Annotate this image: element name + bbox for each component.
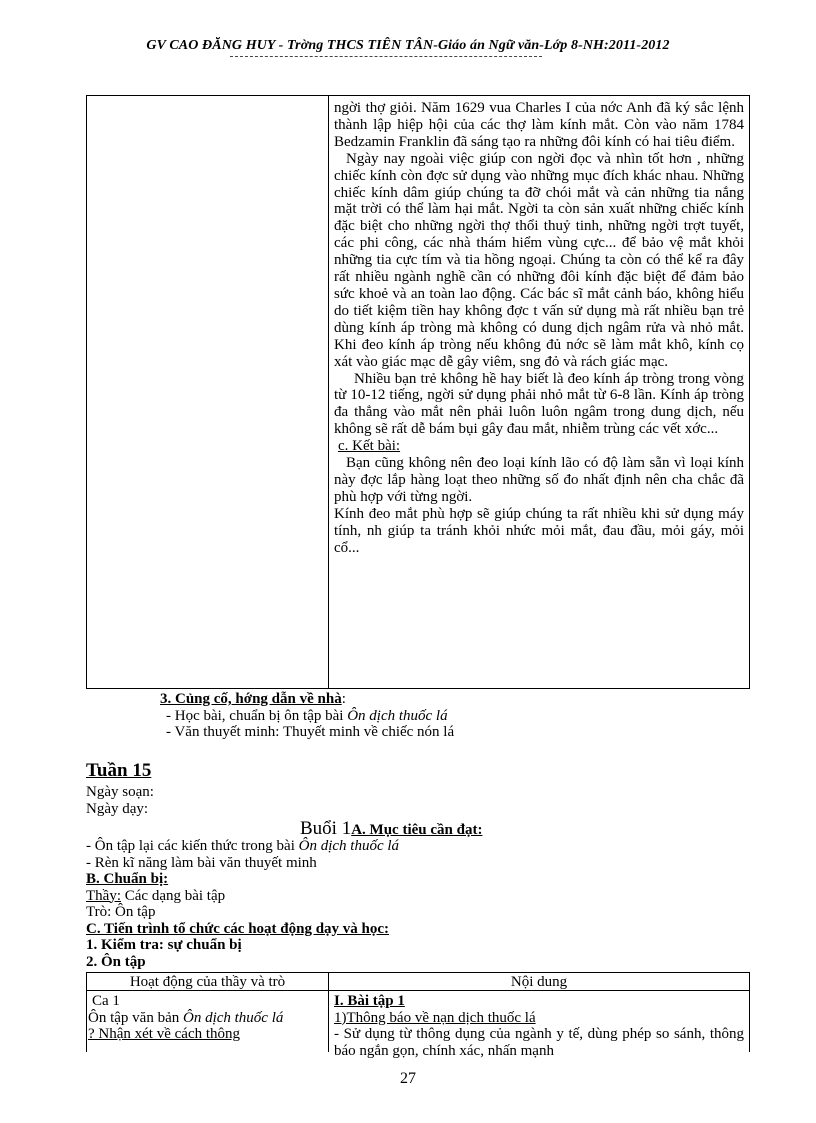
lesson-plan-body <box>86 838 399 970</box>
teacher-prep: Thầy: Các dạng bài tập <box>86 887 226 904</box>
objective-item: - Ôn tập lại các kiến thức trong bài Ôn dịch thuốc lá <box>86 838 400 854</box>
teach-date: Ngày dạy: <box>86 800 149 817</box>
activity-table <box>86 972 750 1059</box>
conclusion-heading: c. Kết bài: <box>338 438 401 455</box>
column-header-content: Nội dung <box>510 974 568 990</box>
activities-cell <box>88 993 324 1043</box>
review-step: 2. Ôn tập <box>86 953 146 970</box>
activity-line: Ca 1 <box>92 993 120 1009</box>
week-title: Tuần 15 <box>86 760 152 781</box>
content-cell <box>334 993 744 1059</box>
prep-date: Ngày soạn: <box>86 784 154 800</box>
objectives-heading: A. Mục tiêu cần đạt: <box>351 822 483 838</box>
exercise-text: - Sử dụng từ thông dụng của ngành y tế, dùng phép so sánh, thông báo ngắn gọn, chính xác, nhấn mạnh <box>334 1026 744 1059</box>
exercise-heading: I. Bài tập 1 <box>334 993 405 1009</box>
consolidation-item: - Học bài, chuẩn bị ôn tập bài Ôn dịch thuốc lá <box>166 707 448 724</box>
session-name: Buổi 1 <box>300 818 352 839</box>
table-content-cell <box>334 100 744 556</box>
preparation-heading: B. Chuẩn bị: <box>86 871 169 887</box>
paragraph-benefits: Kính đeo mắt phù hợp sẽ giúp chúng ta rất nhiều khi sử dụng máy tính, nh giúp ta tránh khỏi nhức mỏi mắt, đau đầu, mỏi gáy, mỏi cổ... <box>334 505 744 556</box>
paragraph-history: ngời thợ giỏi. Năm 1629 vua Charles I của nớc Anh đã ký sắc lệnh thành lập hiệp hội của các thợ làm kính mắt. Còn vào năm 1784 Bedzamin Franklin đã sáng tạo ra những đôi kính có hai tiêu điểm. <box>334 100 744 150</box>
paragraph-reading-glasses: Bạn cũng không nên đeo loại kính lão có độ làm sẵn vì loại kính này đợc lắp hàng loạt theo những số đo nhất định nên cha chắc đã phù hợp với từng ngời. <box>334 455 744 505</box>
activity-line: Ôn tập văn bản Ôn dịch thuốc lá <box>88 1009 284 1026</box>
date-block <box>86 784 154 817</box>
content-table-continued <box>86 95 750 689</box>
consolidation-item: - Văn thuyết minh: Thuyết minh về chiếc nón lá <box>166 724 455 740</box>
consolidation-section <box>160 691 454 741</box>
process-heading: C. Tiến trình tổ chức các hoạt động dạy và học: <box>86 920 390 937</box>
paragraph-modern-uses: Ngày nay ngoài việc giúp con ngời đọc và nhìn tốt hơn , những chiếc kính còn đợc sử dụng vào những mục đích khác nhau. Những chiếc kính dâm giúp chúng ta đỡ chói mắt và cản những tia nắng mặt trời có thể làm hại mắt. Ngời ta còn sản xuất những chiếc kính đặc biệt cho những ngời thợ thổi thuỷ tinh, những ngời trợt tuyết, các phi công, các nhà thám hiểm vùng cực... để bảo vệ mắt khỏi những tia cực tím và tia hồng ngoại. Chúng ta còn có thể kể ra đây rất nhiều ngành nghề cần có những đôi kính đặc biệt để đảm bảo sức khoẻ và an toàn lao động. Các bác sĩ mắt cảnh báo, không hiểu do tiết kiệm tiền hay không đợc t vấn sử dụng mà rất nhiều bạn trẻ dùng kính áp tròng mà không có dung dịch ngâm rửa và nhỏ mắt. Khi đeo kính áp tròng nếu không đủ nớc sẽ làm mắt khô, kính cọ xát vào giác mạc dễ gây viêm, sng đỏ và rách giác mạc. <box>334 150 744 370</box>
column-header-activities: Hoạt động của thầy và trò <box>129 974 286 990</box>
page-header: GV CAO ĐĂNG HUY - Trờng THCS TIÊN TÂN-Giáo án Ngữ văn-Lớp 8-NH:2011-2012 <box>146 38 670 53</box>
column-divider <box>328 96 329 688</box>
consolidation-heading: 3. Củng cố, hớng dẫn về nhà: <box>160 691 346 707</box>
student-prep: Trò: Ôn tập <box>86 904 156 920</box>
exercise-subheading: 1)Thông báo về nạn dịch thuốc lá <box>334 1009 536 1026</box>
page-number: 27 <box>400 1070 416 1087</box>
activity-line: ? Nhận xét về cách thông <box>88 1026 241 1042</box>
session-title-line <box>300 818 482 840</box>
check-step: 1. Kiểm tra: sự chuẩn bị <box>86 937 242 953</box>
paragraph-contact-lens: Nhiều bạn trẻ không hề hay biết là đeo kính áp tròng trong vòng từ 10-12 tiếng, ngời sử dụng phải nhỏ mắt từ 6-8 lần. Kính áp tròng đa thẳng vào mắt nên phải luôn luôn ngâm trong dung dịch, nếu không sẽ rất dễ bám bụi gây đau mắt, nhiễm trùng các vết xớc... <box>334 370 744 438</box>
header-rule <box>230 56 542 57</box>
objective-item: - Rèn kĩ năng làm bài văn thuyết minh <box>86 854 317 871</box>
